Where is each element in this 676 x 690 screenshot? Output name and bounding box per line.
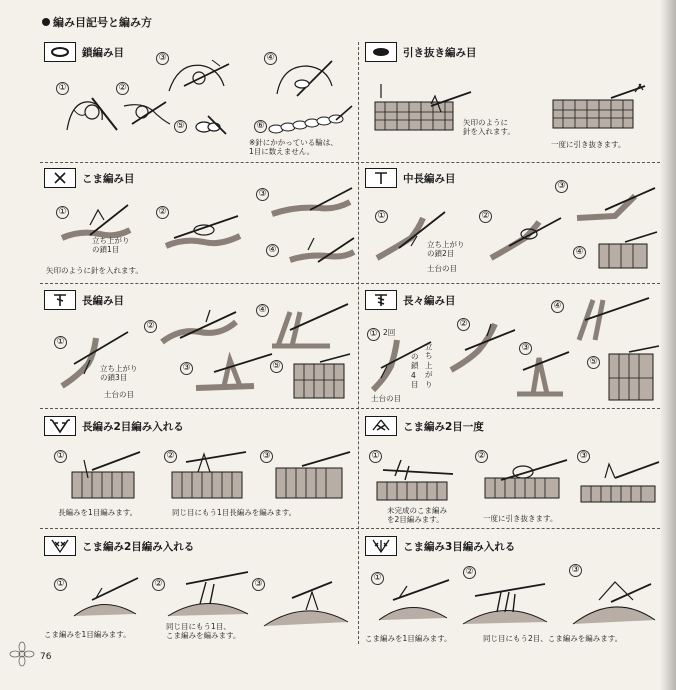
treble-step3-illustration <box>513 348 573 398</box>
sc-inc3-caption-1: こま編みを1目編みます。 <box>365 634 452 643</box>
sc2tog-step3-illustration <box>579 456 661 506</box>
sc-inc2-caption-2: 同じ目にもう1目、 こま編みを編みます。 <box>166 622 241 641</box>
section-title: こま編み目 <box>82 172 135 185</box>
section-title: 長編み目 <box>82 294 124 307</box>
section-title: 長々編み目 <box>403 294 456 307</box>
chain-step4-illustration <box>272 56 342 101</box>
step-number: ③ <box>577 450 590 463</box>
chain-step6-illustration <box>266 104 356 136</box>
step-number: ⑤ <box>270 360 283 373</box>
sc-inc3-caption-2: 同じ目にもう2目、こま編みを編みます。 <box>483 634 623 643</box>
section-treble <box>365 290 660 405</box>
step-number: ① <box>54 336 67 349</box>
slip-step2-illustration <box>551 82 651 134</box>
double-inc-symbol-icon <box>44 416 76 436</box>
sc2tog-symbol-icon <box>365 416 397 436</box>
slip-symbol-icon <box>365 42 397 62</box>
step-number: ③ <box>180 362 193 375</box>
row-divider-4 <box>40 528 660 529</box>
treble-label-1: 立 ち 上 が り <box>425 342 433 389</box>
step-number: ② <box>479 210 492 223</box>
step-number: ① <box>367 328 380 341</box>
double-inc-step1-illustration <box>70 450 142 502</box>
step-number: ④ <box>264 52 277 65</box>
treble-step5-illustration <box>605 344 661 402</box>
double-step4-illustration <box>270 300 350 350</box>
section-title: 中長編み目 <box>403 172 456 185</box>
chain-symbol-icon <box>44 42 76 62</box>
step-number: ⑤ <box>587 356 600 369</box>
section-double-inc <box>44 416 354 526</box>
step-number: ③ <box>256 188 269 201</box>
step-number: ③ <box>260 450 273 463</box>
section-double <box>44 290 354 405</box>
single-caption: 矢印のように針を入れます。 <box>46 266 143 275</box>
section-sc-inc3 <box>365 536 660 646</box>
treble-label-0: 2回 <box>383 328 396 337</box>
step-number: ④ <box>266 244 279 257</box>
page-title: 編み目記号と編み方 <box>53 16 152 29</box>
sc2tog-caption-1: 未完成のこま編み を2目編みます。 <box>387 506 447 525</box>
half-double-label-2: 土台の目 <box>427 264 457 273</box>
sc-inc3-step3-illustration <box>571 574 659 628</box>
column-divider <box>358 42 359 644</box>
single-label: 立ち上がり の鎖1目 <box>92 236 130 255</box>
section-sc-inc2 <box>44 536 354 646</box>
row-divider-2 <box>40 283 660 284</box>
double-inc-step2-illustration <box>168 450 248 502</box>
step-number: ② <box>156 206 169 219</box>
step-number: ② <box>164 450 177 463</box>
sc-inc3-symbol-icon <box>365 536 397 556</box>
sc2tog-step2-illustration <box>481 456 571 504</box>
slip-caption-2: 一度に引き抜きます。 <box>551 140 626 149</box>
sc-inc2-step2-illustration <box>166 568 252 622</box>
section-chain <box>44 42 354 160</box>
double-label-1: 立ち上がり の鎖3目 <box>100 364 138 383</box>
section-title: 鎖編み目 <box>82 46 124 59</box>
double-inc-step3-illustration <box>272 450 352 502</box>
section-title: こま編み3目編み入れる <box>403 540 516 553</box>
sc-inc2-step3-illustration <box>262 576 352 630</box>
page-header <box>42 14 152 30</box>
step-number: ② <box>116 82 129 95</box>
step-number: ① <box>54 578 67 591</box>
half-double-step4-illustration <box>595 230 660 272</box>
step-number: ① <box>56 206 69 219</box>
section-title: 引き抜き編み目 <box>403 46 477 59</box>
half-double-step2-illustration <box>489 208 564 263</box>
double-step2-illustration <box>160 308 240 353</box>
page-edge-shadow <box>660 0 676 690</box>
single-symbol-icon <box>44 168 76 188</box>
step-number: ④ <box>573 246 586 259</box>
single-step2-illustration <box>164 208 244 253</box>
section-sc2tog <box>365 416 660 526</box>
slip-caption-1: 矢印のように 針を入れます。 <box>463 118 515 137</box>
step-number: ① <box>375 210 388 223</box>
step-number: ③ <box>569 564 582 577</box>
sc-inc2-caption-1: こま編みを1目編みます。 <box>44 630 131 639</box>
sc-inc2-step1-illustration <box>72 574 142 622</box>
sc2tog-caption-2: 一度に引き抜きます。 <box>483 514 558 523</box>
chain-step1-illustration <box>62 90 122 135</box>
section-single <box>44 168 354 280</box>
double-label-2: 土台の目 <box>104 390 134 399</box>
double-step3-illustration <box>194 348 274 393</box>
step-number: ② <box>475 450 488 463</box>
chain-step3-illustration <box>164 56 234 101</box>
step-number: ① <box>54 450 67 463</box>
row-divider-3 <box>40 408 660 409</box>
treble-label-2: 土台の目 <box>371 394 401 403</box>
double-inc-caption-1: 長編みを1目編みます。 <box>58 508 138 517</box>
step-number: ⑥ <box>254 120 267 133</box>
slip-step1-illustration <box>371 82 476 137</box>
step-number: ① <box>56 82 69 95</box>
sc-inc3-step1-illustration <box>377 574 453 624</box>
half-double-step3-illustration <box>575 180 660 225</box>
step-number: ③ <box>156 52 169 65</box>
half-double-label-1: 立ち上がり の鎖2目 <box>427 240 465 259</box>
step-number: ③ <box>252 578 265 591</box>
section-slip <box>365 42 660 160</box>
step-number: ④ <box>551 300 564 313</box>
sc-inc3-step2-illustration <box>461 578 551 628</box>
treble-label-1b: の 鎖 4 目 <box>411 352 419 390</box>
page-number: 76 <box>40 652 52 662</box>
row-divider-1 <box>40 162 660 163</box>
chain-step5-illustration <box>190 112 230 142</box>
step-number: ① <box>371 572 384 585</box>
section-title: こま編み2目編み入れる <box>82 540 195 553</box>
step-number: ⑤ <box>174 120 187 133</box>
step-number: ① <box>369 450 382 463</box>
double-step5-illustration <box>290 352 352 400</box>
sc-inc2-symbol-icon <box>44 536 76 556</box>
single-step4-illustration <box>288 228 358 270</box>
treble-symbol-icon <box>365 290 397 310</box>
bullet-icon <box>42 18 50 26</box>
treble-step2-illustration <box>449 320 519 375</box>
step-number: ④ <box>256 304 269 317</box>
double-inc-caption-2: 同じ目にもう1目長編みを編みます。 <box>172 508 297 517</box>
step-number: ② <box>152 578 165 591</box>
step-number: ② <box>457 318 470 331</box>
step-number: ③ <box>555 180 568 193</box>
section-title: 長編み2目編み入れる <box>82 420 184 433</box>
section-title: こま編み2目一度 <box>403 420 484 433</box>
sc2tog-step1-illustration <box>373 456 461 504</box>
flower-ornament-icon <box>8 640 36 668</box>
chain-note: ※針にかかっている輪は、 1目に数えません。 <box>249 138 338 157</box>
double-step1-illustration <box>60 324 130 394</box>
single-step3-illustration <box>270 182 355 222</box>
step-number: ② <box>463 566 476 579</box>
double-symbol-icon <box>44 290 76 310</box>
step-number: ② <box>144 320 157 333</box>
section-half-double <box>365 168 660 280</box>
step-number: ③ <box>519 342 532 355</box>
treble-step4-illustration <box>571 294 651 344</box>
half-double-symbol-icon <box>365 168 397 188</box>
